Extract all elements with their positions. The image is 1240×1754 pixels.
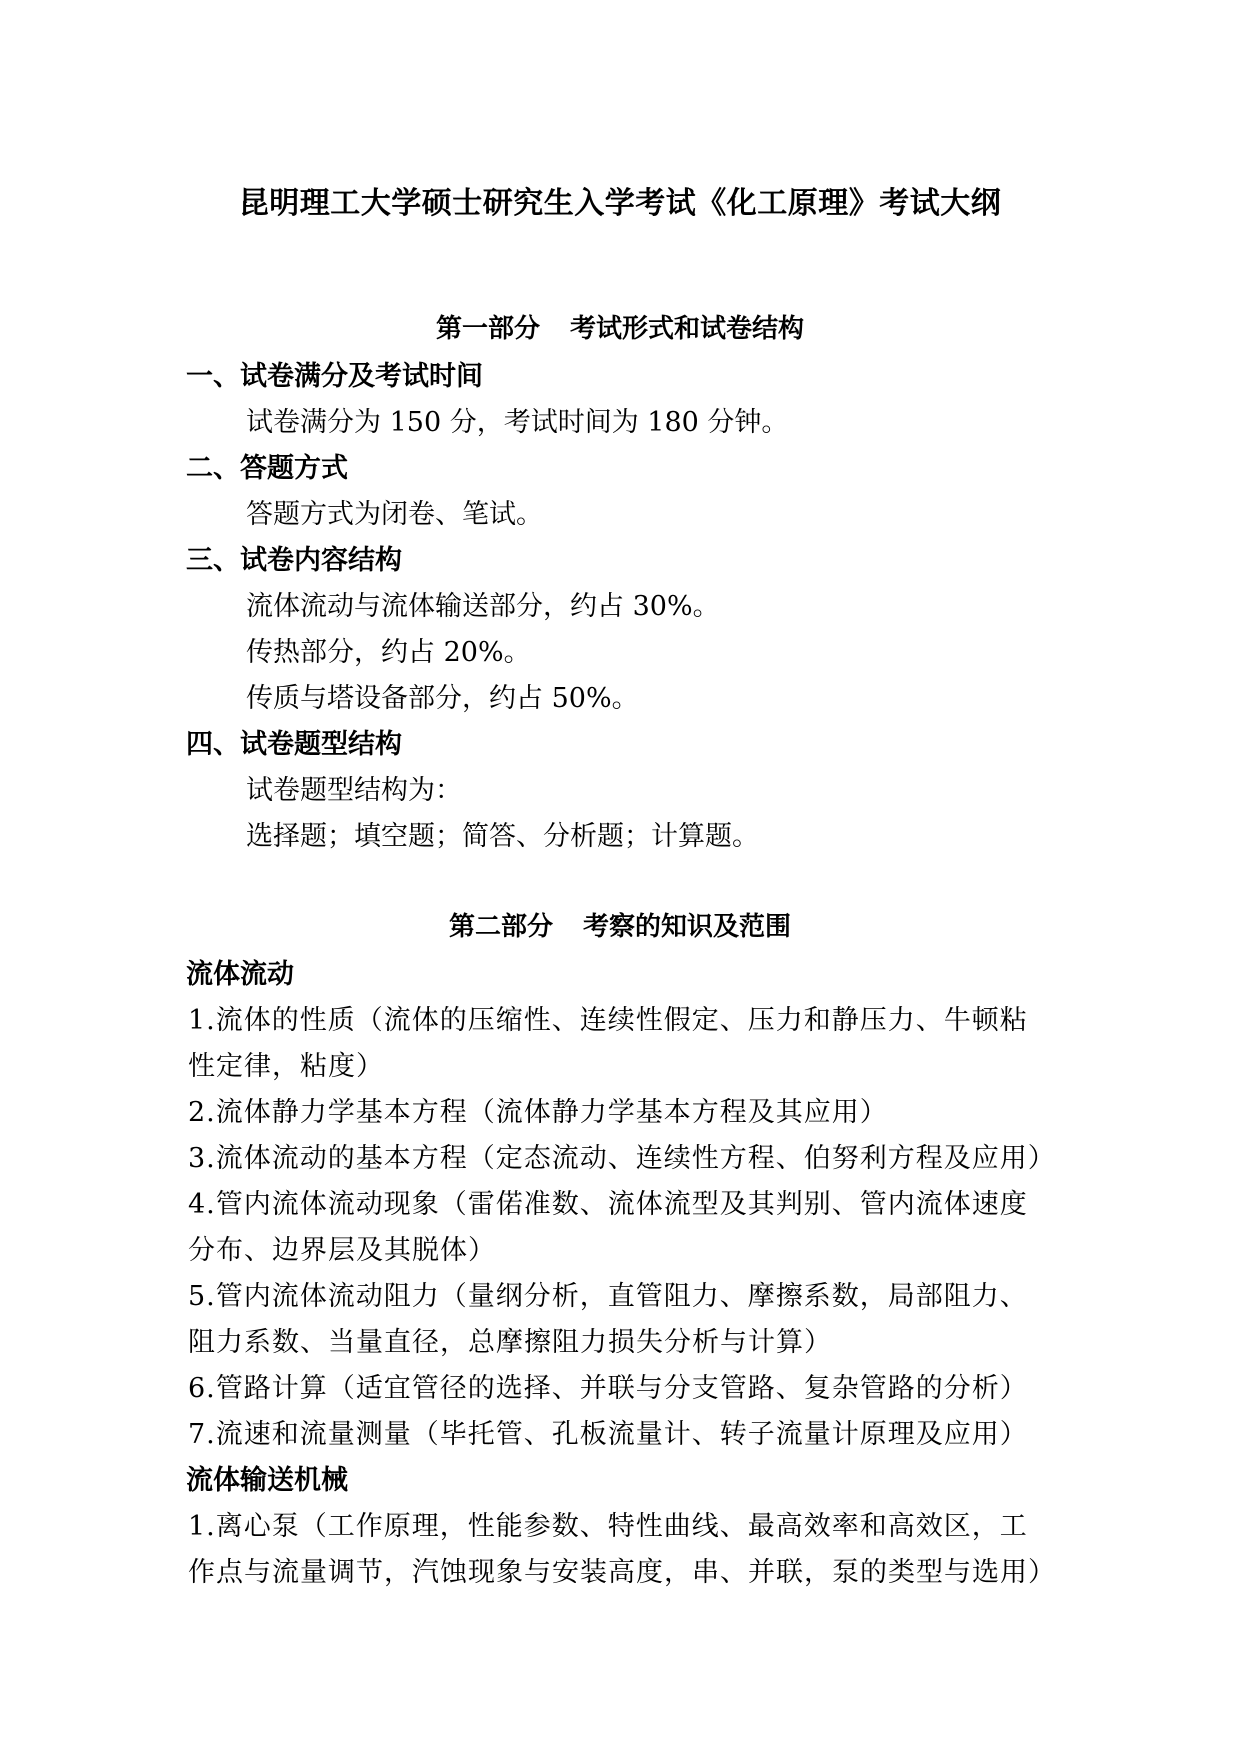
topic-line: 1.流体的性质（流体的压缩性、连续性假定、压力和静压力、牛顿粘 bbox=[188, 1005, 1028, 1036]
topic-line: 2.流体静力学基本方程（流体静力学基本方程及其应用） bbox=[188, 1097, 888, 1128]
section-line: 传质与塔设备部分，约占 50%。 bbox=[246, 683, 639, 714]
part1-title bbox=[0, 308, 1240, 345]
topic-line: 3.流体流动的基本方程（定态流动、连续性方程、伯努利方程及应用） bbox=[188, 1143, 1056, 1174]
section-line: 传热部分，约占 20%。 bbox=[246, 637, 531, 668]
topic-line: 作点与流量调节，汽蚀现象与安装高度，串、并联，泵的类型与选用） bbox=[188, 1557, 1056, 1588]
section-heading: 四、试卷题型结构 bbox=[186, 729, 402, 760]
part1-name: 考试形式和试卷结构 bbox=[570, 314, 805, 344]
section-line: 试卷题型结构为： bbox=[246, 775, 462, 806]
topic-line: 性定律，粘度） bbox=[188, 1051, 384, 1082]
part2-name: 考察的知识及范围 bbox=[583, 912, 792, 942]
section-heading: 二、答题方式 bbox=[186, 453, 348, 484]
document-title: 昆明理工大学硕士研究生入学考试《化工原理》考试大纲 bbox=[238, 186, 1002, 221]
topic-line: 分布、边界层及其脱体） bbox=[188, 1235, 496, 1266]
topic-line: 7.流速和流量测量（毕托管、孔板流量计、转子流量计原理及应用） bbox=[188, 1419, 1028, 1450]
topic-heading: 流体输送机械 bbox=[186, 1465, 348, 1496]
section-heading: 一、试卷满分及考试时间 bbox=[186, 361, 483, 392]
section-line: 流体流动与流体输送部分，约占 30%。 bbox=[246, 591, 720, 622]
section-line: 答题方式为闭卷、笔试。 bbox=[246, 499, 543, 530]
topic-line: 4.管内流体流动现象（雷偌准数、流体流型及其判别、管内流体速度 bbox=[188, 1189, 1028, 1220]
part2-title bbox=[0, 906, 1240, 943]
topic-heading: 流体流动 bbox=[186, 959, 294, 990]
section-line: 选择题；填空题；简答、分析题；计算题。 bbox=[246, 821, 759, 852]
topic-line: 阻力系数、当量直径，总摩擦阻力损失分析与计算） bbox=[188, 1327, 832, 1358]
topic-line: 1.离心泵（工作原理，性能参数、特性曲线、最高效率和高效区，工 bbox=[188, 1511, 1028, 1542]
section-heading: 三、试卷内容结构 bbox=[186, 545, 402, 576]
topic-line: 5.管内流体流动阻力（量纲分析，直管阻力、摩擦系数，局部阻力、 bbox=[188, 1281, 1028, 1312]
part1-label: 第一部分 bbox=[435, 314, 540, 344]
topic-line: 6.管路计算（适宜管径的选择、并联与分支管路、复杂管路的分析） bbox=[188, 1373, 1028, 1404]
part2-label: 第二部分 bbox=[448, 912, 553, 942]
section-line: 试卷满分为 150 分，考试时间为 180 分钟。 bbox=[246, 407, 789, 438]
